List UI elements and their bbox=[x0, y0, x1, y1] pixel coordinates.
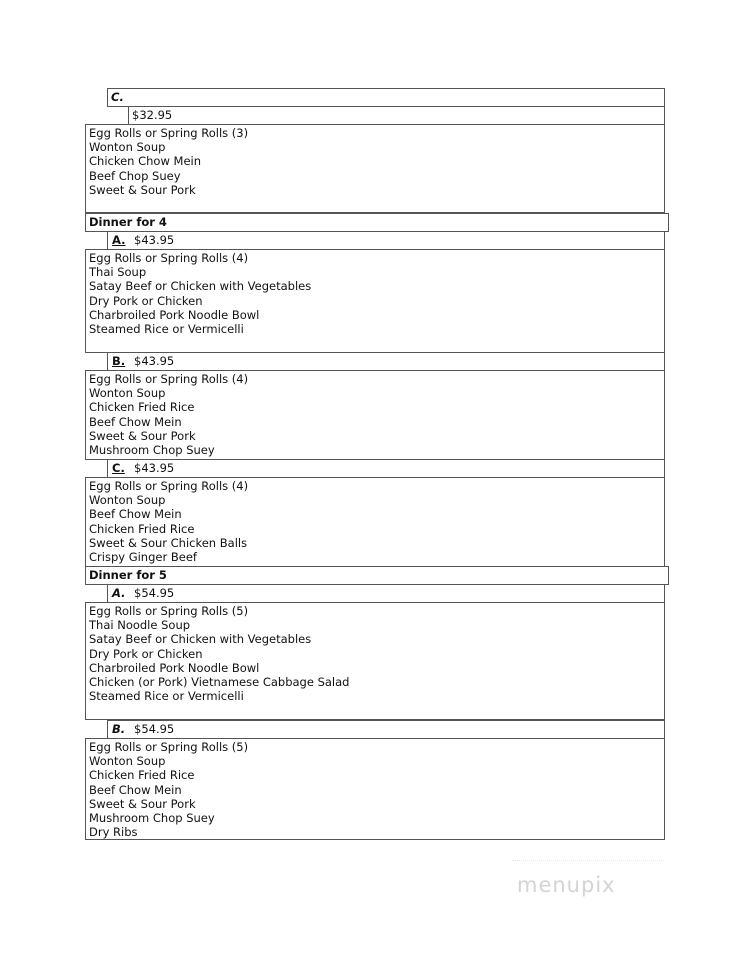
faint-rule bbox=[512, 860, 664, 861]
menu-item: Sweet & Sour Pork bbox=[89, 796, 196, 811]
menupix-watermark: menupix bbox=[517, 873, 616, 897]
option-price: $43.95 bbox=[134, 233, 175, 247]
menu-item: Wonton Soup bbox=[89, 493, 166, 508]
menu-item: Egg Rolls or Spring Rolls (5) bbox=[89, 604, 249, 618]
option-letter: A. bbox=[112, 233, 126, 247]
menu-item: Sweet & Sour Chicken Balls bbox=[89, 535, 248, 550]
option-a-row bbox=[107, 231, 665, 250]
menu-item: Satay Beef or Chicken with Vegetables bbox=[89, 632, 312, 647]
option-price: $43.95 bbox=[134, 354, 175, 368]
menu-item: Charbroiled Pork Noodle Bowl bbox=[89, 307, 260, 322]
menu-item: Beef Chop Suey bbox=[89, 168, 181, 183]
option-price: $54.95 bbox=[134, 586, 175, 600]
menu-item: Egg Rolls or Spring Rolls (4) bbox=[89, 251, 249, 265]
option-a-items-box bbox=[85, 602, 665, 720]
option-price: $32.95 bbox=[132, 108, 173, 122]
option-a-row bbox=[107, 584, 665, 603]
option-letter: B. bbox=[112, 354, 126, 368]
menu-item: Thai Noodle Soup bbox=[89, 618, 191, 633]
menu-item: Sweet & Sour Pork bbox=[89, 182, 196, 197]
menu-item: Egg Rolls or Spring Rolls (4) bbox=[89, 479, 249, 493]
option-letter: B. bbox=[112, 722, 126, 736]
menu-item: Beef Chow Mein bbox=[89, 414, 182, 429]
menu-item: Wonton Soup bbox=[89, 386, 166, 401]
menu-item: Thai Soup bbox=[89, 265, 147, 280]
option-b-row bbox=[107, 352, 665, 371]
section-header-dinner-for-5 bbox=[85, 566, 669, 585]
section-title: Dinner for 4 bbox=[89, 215, 167, 229]
menu-item: Chicken Fried Rice bbox=[89, 400, 195, 415]
option-price: $54.95 bbox=[134, 722, 175, 736]
menu-item: Chicken Fried Rice bbox=[89, 768, 195, 783]
menu-item: Wonton Soup bbox=[89, 140, 166, 155]
option-b-items-box bbox=[85, 370, 665, 460]
menu-item: Steamed Rice or Vermicelli bbox=[89, 322, 244, 337]
option-c-items-box bbox=[85, 477, 665, 567]
option-b-row bbox=[107, 720, 665, 739]
option-b-items-box bbox=[85, 738, 665, 840]
menu-item: Beef Chow Mein bbox=[89, 507, 182, 522]
menu-item: Chicken (or Pork) Vietnamese Cabbage Salad bbox=[89, 675, 350, 690]
menu-item: Chicken Fried Rice bbox=[89, 521, 195, 536]
menu-item: Wonton Soup bbox=[89, 754, 166, 769]
menu-item: Dry Pork or Chicken bbox=[89, 293, 203, 308]
menu-item: Beef Chow Mein bbox=[89, 782, 182, 797]
section-header-dinner-for-4 bbox=[85, 213, 669, 232]
menu-item: Egg Rolls or Spring Rolls (5) bbox=[89, 740, 249, 754]
menu-item: Dry Ribs bbox=[89, 825, 138, 840]
option-letter: C. bbox=[112, 461, 125, 475]
menu-item: Steamed Rice or Vermicelli bbox=[89, 689, 244, 704]
menu-item: Charbroiled Pork Noodle Bowl bbox=[89, 660, 260, 675]
menu-item: Mushroom Chop Suey bbox=[89, 443, 215, 458]
menu-item: Egg Rolls or Spring Rolls (4) bbox=[89, 372, 249, 386]
option-c-items-box bbox=[85, 124, 665, 213]
option-letter: C. bbox=[111, 90, 124, 104]
option-c-row bbox=[107, 459, 665, 478]
option-c-letter-row bbox=[107, 88, 665, 107]
menu-item: Dry Pork or Chicken bbox=[89, 646, 203, 661]
menu-item: Satay Beef or Chicken with Vegetables bbox=[89, 279, 312, 294]
menu-item: Egg Rolls or Spring Rolls (3) bbox=[89, 126, 249, 140]
menu-item: Sweet & Sour Pork bbox=[89, 428, 196, 443]
menu-item: Mushroom Chop Suey bbox=[89, 811, 215, 826]
option-letter: A. bbox=[112, 586, 126, 600]
menu-item: Crispy Ginger Beef bbox=[89, 550, 197, 565]
option-price: $43.95 bbox=[134, 461, 175, 475]
menu-item: Chicken Chow Mein bbox=[89, 154, 202, 169]
option-c-price-row bbox=[128, 106, 665, 125]
section-title: Dinner for 5 bbox=[89, 568, 167, 582]
option-a-items-box bbox=[85, 249, 665, 353]
